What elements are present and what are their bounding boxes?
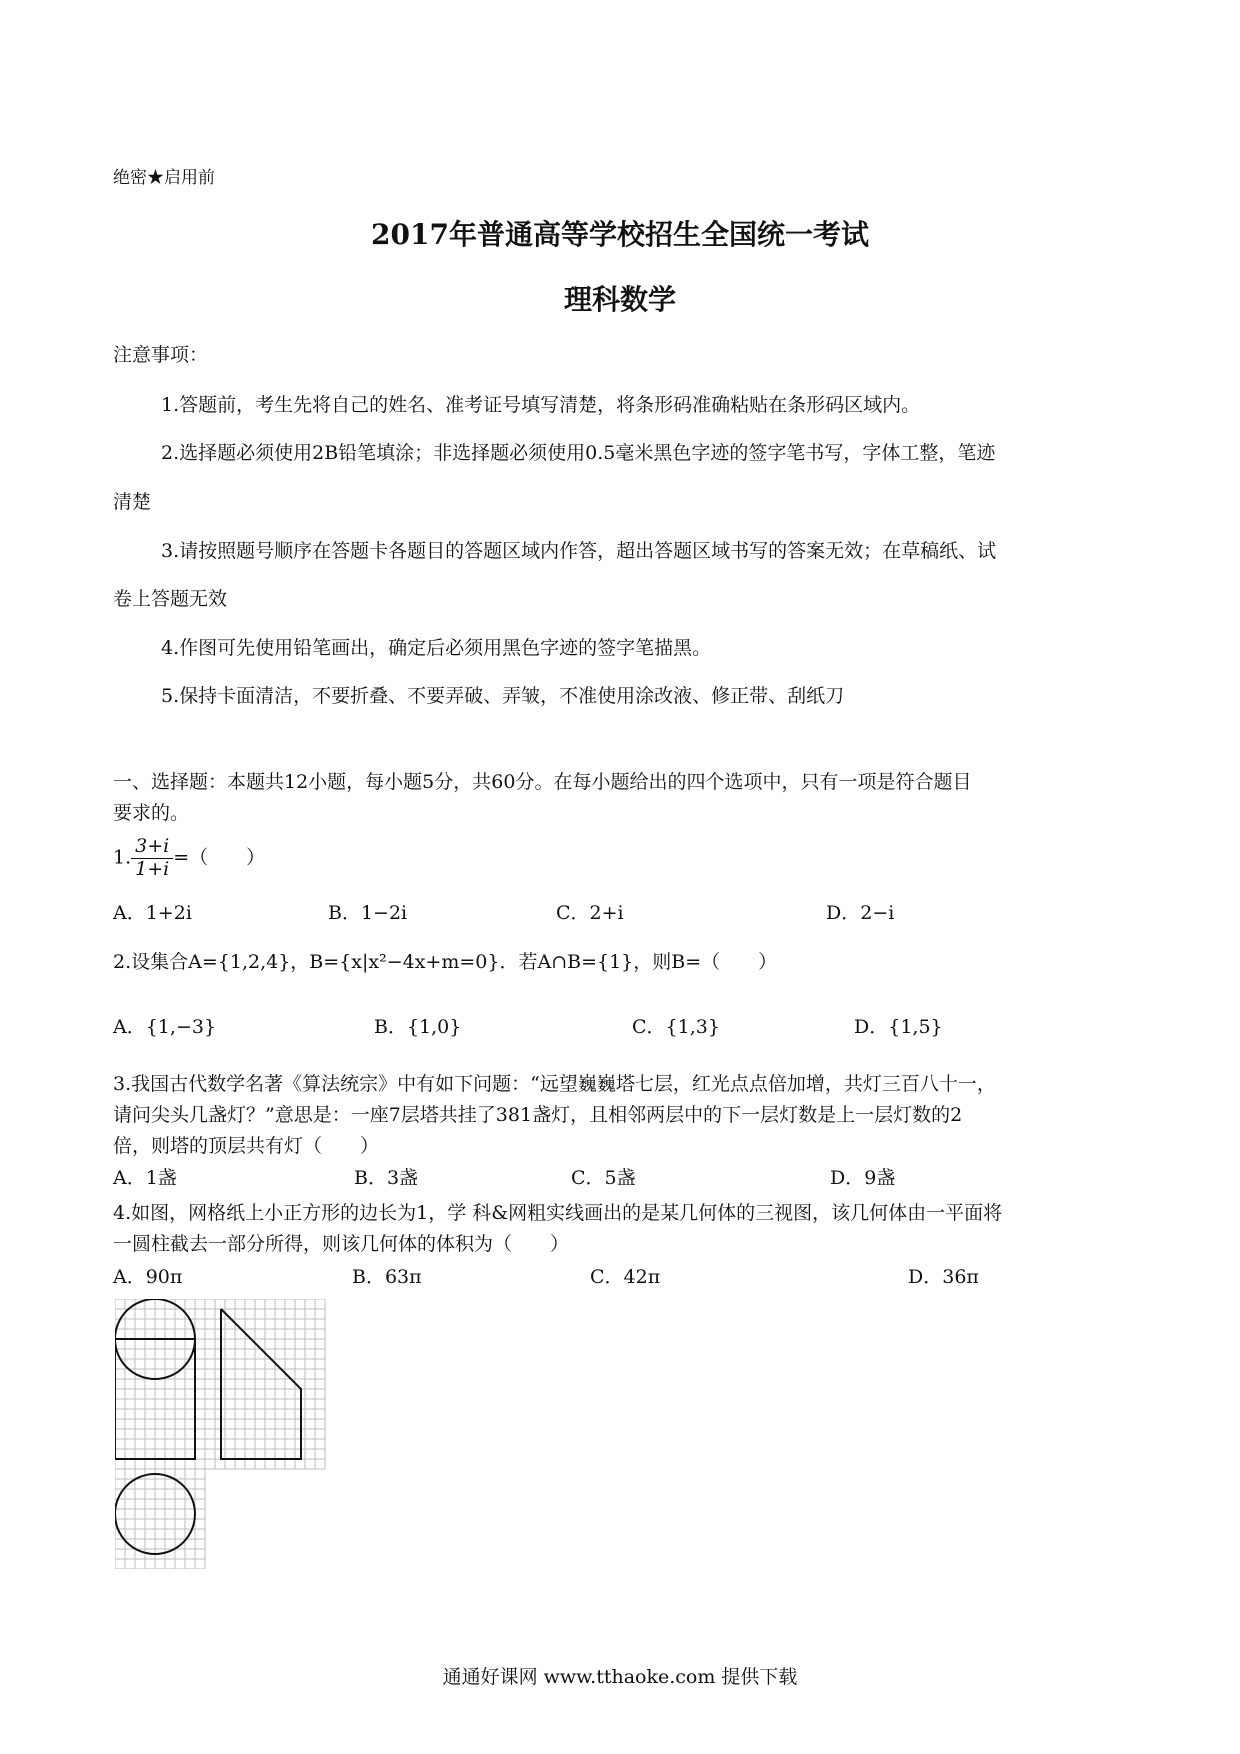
q2-option-d: D．{1,5} <box>854 1016 943 1038</box>
notice-item: 5.保持卡面清洁，不要折叠、不要弄破、弄皱，不准使用涂改液、修正带、刮纸刀 <box>161 685 845 707</box>
question-1-fraction <box>131 836 173 881</box>
q4-option-c: C．42π <box>590 1266 661 1288</box>
question-3-line: 3.我国古代数学名著《算法统宗》中有如下问题：“远望巍巍塔七层，红光点点倍加增，共灯三百八十一， <box>113 1073 996 1095</box>
three-view-figure <box>115 1299 329 1569</box>
q4-option-a: A．90π <box>113 1266 183 1288</box>
q1-option-c: C．2+i <box>556 902 624 924</box>
exam-subtitle: 理科数学 <box>563 283 676 316</box>
question-1 <box>113 836 265 881</box>
fraction-numerator: 3+i <box>131 836 173 859</box>
notice-item: 卷上答题无效 <box>113 588 228 610</box>
notice-item: 2.选择题必须使用2B铅笔填涂；非选择题必须使用0.5毫米黑色字迹的签字笔书写，字体工整，笔迹 <box>161 442 996 464</box>
question-1-prefix: 1. <box>113 846 132 869</box>
section-heading: 一、选择题：本题共12小题，每小题5分，共60分。在每小题给出的四个选项中，只有一项是符合题目 <box>113 771 972 793</box>
page-footer: 通通好课网 www.tthaoke.com 提供下载 <box>442 1666 798 1688</box>
q3-option-d: D．9盏 <box>830 1167 896 1189</box>
exam-title: 2017年普通高等学校招生全国统一考试 <box>371 218 869 251</box>
q3-option-b: B．3盏 <box>354 1167 419 1189</box>
question-4-line: 一圆柱截去一部分所得，则该几何体的体积为（ ） <box>113 1233 570 1255</box>
q2-option-c: C．{1,3} <box>632 1016 720 1038</box>
notice-item: 4.作图可先使用铅笔画出，确定后必须用黑色字迹的签字笔描黑。 <box>161 637 712 659</box>
q1-option-b: B．1−2i <box>328 902 408 924</box>
q2-option-b: B．{1,0} <box>374 1016 462 1038</box>
q4-option-d: D．36π <box>908 1266 979 1288</box>
question-1-suffix: =（ ） <box>173 846 266 869</box>
question-3-line: 请问尖头几盏灯？”意思是：一座7层塔共挂了381盏灯，且相邻两层中的下一层灯数是上一层灯数的2 <box>113 1104 963 1126</box>
fraction-denominator: 1+i <box>135 857 170 880</box>
q4-option-b: B．63π <box>352 1266 422 1288</box>
notice-item: 3.请按照题号顺序在答题卡各题目的答题区域内作答，超出答题区域书写的答案无效；在草稿纸、试 <box>161 540 997 562</box>
secret-label: 绝密★启用前 <box>113 168 215 188</box>
question-2: 2.设集合A={1,2,4}，B={x|x²−4x+m=0}．若A∩B={1}，则B=（ ） <box>113 951 778 973</box>
question-3-line: 倍，则塔的顶层共有灯（ ） <box>113 1135 380 1157</box>
notice-heading: 注意事项： <box>113 344 209 366</box>
side-view-shape <box>221 1309 301 1459</box>
q3-option-c: C．5盏 <box>571 1167 636 1189</box>
q1-option-d: D．2−i <box>826 902 895 924</box>
section-heading-cont: 要求的。 <box>113 802 190 824</box>
q1-option-a: A．1+2i <box>113 902 192 924</box>
notice-item: 1.答题前，考生先将自己的姓名、准考证号填写清楚，将条形码准确粘贴在条形码区域内。 <box>161 394 921 416</box>
q3-option-a: A．1盏 <box>113 1167 177 1189</box>
q2-option-a: A．{1,−3} <box>113 1016 217 1038</box>
question-4-line: 4.如图，网格纸上小正方形的边长为1，学 科&网粗实线画出的是某几何体的三视图，该几何体由一平面将 <box>113 1202 1003 1224</box>
notice-item: 清楚 <box>113 491 152 513</box>
three-view-grid-svg <box>115 1299 329 1569</box>
